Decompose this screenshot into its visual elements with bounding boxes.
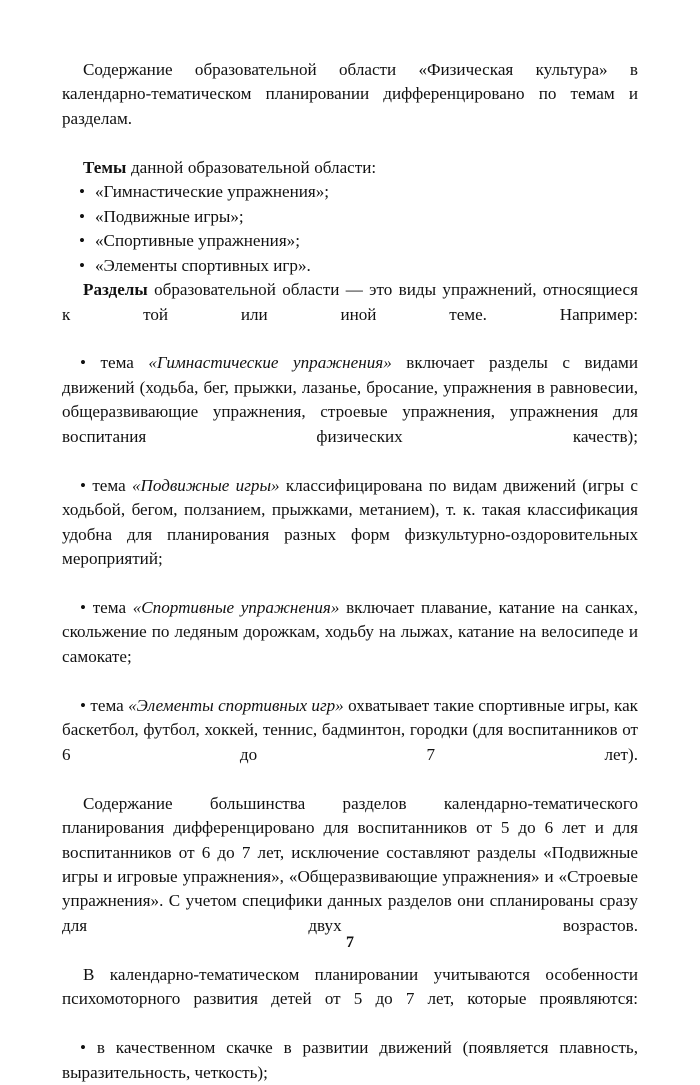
spacer xyxy=(86,598,93,617)
list-item xyxy=(62,180,638,204)
bullet-icon: • xyxy=(80,475,86,495)
page-content xyxy=(62,58,639,1082)
sections-lead-rest: образовательной области — это виды упражнений, относящиеся к той или иной теме. Например: xyxy=(62,280,638,324)
theme-bullet-rest: включает разделы с видами движений (ходьба, бег, прыжки, лазанье, бросание, упражнения в равновесии, общеразвивающие упражнения, строевые упражнения, упражнения для воспитания физических качеств); xyxy=(62,353,638,446)
spacer xyxy=(86,1038,97,1057)
bullet-icon: • xyxy=(79,255,85,275)
theme-bullet-sport-games xyxy=(62,694,638,792)
paragraph-psychomotor: В календарно-тематическом планировании учитываются особенности психомоторного развития детей от 5 до 7 лет, которые проявляются: xyxy=(62,964,638,1009)
final-bullet-quality-leap xyxy=(62,1036,638,1085)
bullet-icon: • xyxy=(79,206,85,226)
theme-bullet-active-games xyxy=(62,474,638,596)
bullet-icon: • xyxy=(80,353,86,373)
theme-bullet-prefix: тема xyxy=(92,475,132,495)
list-item-label: «Спортивные упражнения»; xyxy=(95,231,300,251)
theme-bullet-gymnastics xyxy=(62,351,638,473)
theme-bullet-title: «Элементы спортивных игр» xyxy=(128,695,344,715)
bullet-icon: • xyxy=(79,182,85,202)
list-item xyxy=(62,205,638,229)
theme-bullet-title: «Спортивные упражнения» xyxy=(132,597,340,617)
list-item xyxy=(62,254,638,278)
theme-bullet-rest: классифицирована по видам движений (игры с ходьбой, бегом, ползанием, прыжками, метанием), т. к. такая классификация удобна для планирования разных форм физкультурно-оздоровительных мероприятий; xyxy=(62,475,639,569)
theme-bullet-prefix: тема xyxy=(90,695,129,715)
theme-bullet-prefix: тема xyxy=(100,353,149,373)
bullet-icon: • xyxy=(79,231,85,251)
theme-bullet-sport-exercises xyxy=(62,596,638,694)
final-bullet-label: в качественном скачке в развитии движений (появляется плавность, выразительность, четкость); xyxy=(62,1038,638,1082)
paragraph-differentiation: Содержание большинства разделов календарно-тематического планирования дифференцировано для воспитанников от 5 до 6 лет и для воспитанников от 6 до 7 лет, исключение составляют разделы «Подвижные игры и игровые упражнения», «Общеразвивающие упражнения» и «Строевые упражнения». С учетом специфики данных разделов они спланированы сразу для двух возрастов. xyxy=(62,793,638,935)
paragraph-intro: Содержание образовательной области «Физическая культура» в календарно-тематическом планировании дифференцировано по темам и разделам. xyxy=(62,60,638,128)
theme-bullet-rest: охватывает такие спортивные игры, как баскетбол, футбол, хоккей, теннис, бадминтон, городки (для воспитанников от 6 до 7 лет). xyxy=(62,695,638,764)
bullet-icon: • xyxy=(80,597,86,617)
list-item-label: «Элементы спортивных игр». xyxy=(95,255,311,275)
paragraph-themes-lead xyxy=(62,156,638,180)
paragraph-sections-lead xyxy=(62,278,638,351)
theme-bullet-rest: включает плавание, катание на санках, скольжение по ледяным дорожкам, ходьбу на лыжах, катание на велосипеде и самокате; xyxy=(62,597,639,666)
bullet-icon: • xyxy=(80,695,86,715)
theme-bullet-prefix: тема xyxy=(92,597,133,617)
theme-bullet-title: «Гимнастические упражнения» xyxy=(148,353,392,373)
spacer xyxy=(86,353,101,372)
list-item-label: «Гимнастические упражнения»; xyxy=(95,182,330,202)
bullet-icon: • xyxy=(80,1038,86,1058)
sections-label: Разделы xyxy=(83,280,148,300)
themes-lead-rest: данной образовательной области: xyxy=(126,157,377,177)
theme-bullet-title: «Подвижные игры» xyxy=(132,475,280,495)
list-item xyxy=(62,229,638,253)
list-item-label: «Подвижные игры»; xyxy=(95,206,244,226)
themes-label: Темы xyxy=(83,157,127,177)
page-number: 7 xyxy=(346,934,354,951)
